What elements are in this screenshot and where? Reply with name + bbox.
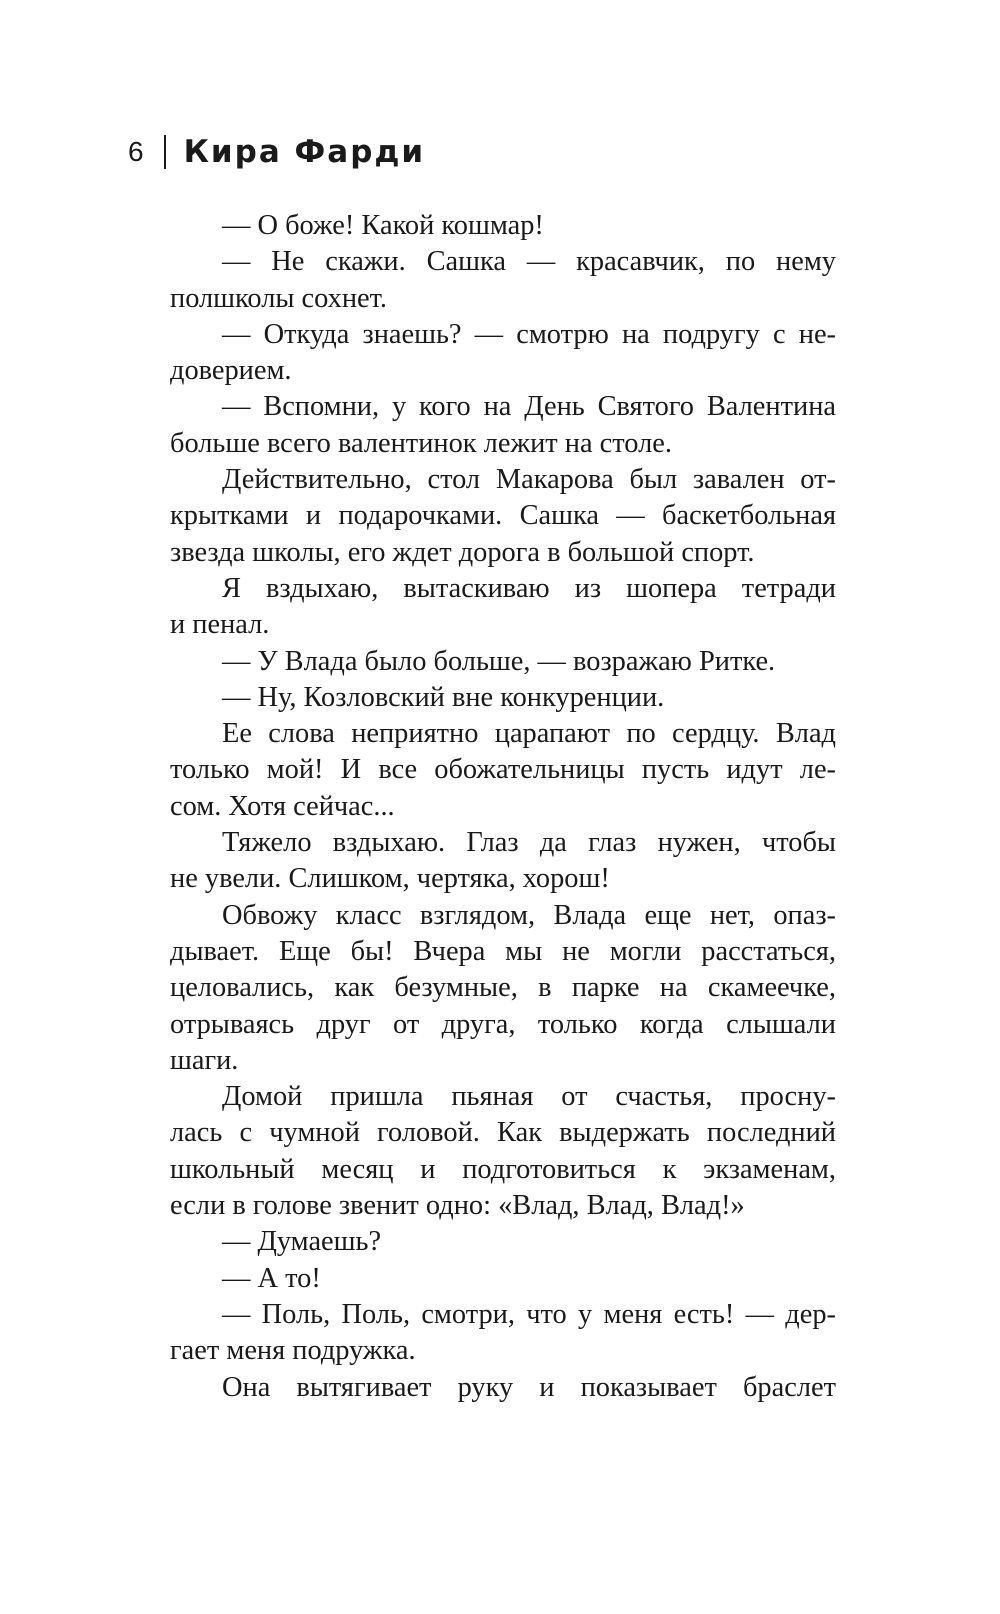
text-line: полшколы сохнет.: [170, 282, 388, 314]
header-separator: [164, 135, 166, 169]
text-line: Я вздыхаю, вытаскиваю из шопера тетради: [222, 572, 836, 604]
text-line: — А то!: [222, 1262, 321, 1294]
text-line: — О боже! Какой кошмар!: [222, 210, 544, 241]
text-line: гает меня подружка.: [170, 1335, 416, 1367]
text-line: Она вытягивает руку и показывает браслет: [222, 1371, 836, 1403]
text-line: Тяжело вздыхаю. Глаз да глаз нужен, чтобы: [222, 827, 836, 859]
text-line: только мой! И все обожательницы пусть идут ле-: [170, 754, 836, 786]
text-line: и пенал.: [170, 609, 270, 641]
text-line: крытками и подарочками. Сашка — баскетбольная: [170, 500, 836, 532]
text-line: звезда школы, его ждет дорога в большой спорт.: [170, 536, 755, 568]
text-line: целовались, как безумные, в парке на скамеечке,: [170, 972, 836, 1004]
page-number: 6: [128, 136, 144, 167]
text-line: — У Влада было больше, — возражаю Ритке.: [222, 645, 776, 677]
text-line: дывает. Еще бы! Вчера мы не могли расстаться,: [170, 935, 836, 967]
text-line: — Поль, Поль, смотри, что у меня есть! — дер-: [222, 1298, 836, 1330]
text-line: Ее слова неприятно царапают по сердцу. Влад: [222, 718, 836, 750]
running-head: [128, 128, 425, 176]
text-line: — Думаешь?: [222, 1226, 382, 1258]
text-line: — Не скажи. Сашка — красавчик, по нему: [222, 246, 836, 278]
text-line: Обвожу класс взглядом, Влада еще нет, опаз-: [222, 899, 836, 931]
text-line: сом. Хотя сейчас...: [170, 790, 395, 822]
text-line: лась с чумной головой. Как выдержать последний: [170, 1117, 836, 1149]
text-line: — Ну, Козловский вне конкуренции.: [222, 681, 665, 713]
text-line: школьный месяц и подготовиться к экзаменам,: [170, 1153, 836, 1185]
text-line: отрываясь друг от друга, только когда слышали: [170, 1008, 836, 1040]
text-line: доверием.: [170, 355, 292, 387]
text-line: Домой пришла пьяная от счастья, просну-: [222, 1081, 836, 1113]
text-line: шаги.: [170, 1044, 239, 1076]
author-name: Кира Фарди: [183, 134, 426, 170]
text-line: больше всего валентинок лежит на столе.: [170, 427, 672, 459]
text-line: не увели. Слишком, чертяка, хорош!: [170, 863, 610, 895]
text-line: если в голове звенит одно: «Влад, Влад, Влад!»: [170, 1190, 745, 1222]
text-line: — Вспомни, у кого на День Святого Валентина: [222, 391, 836, 423]
text-line: — Откуда знаешь? — смотрю на подругу с не-: [222, 318, 836, 350]
text-line: Действительно, стол Макарова был завален от-: [222, 464, 836, 496]
body-text: [170, 208, 836, 1406]
